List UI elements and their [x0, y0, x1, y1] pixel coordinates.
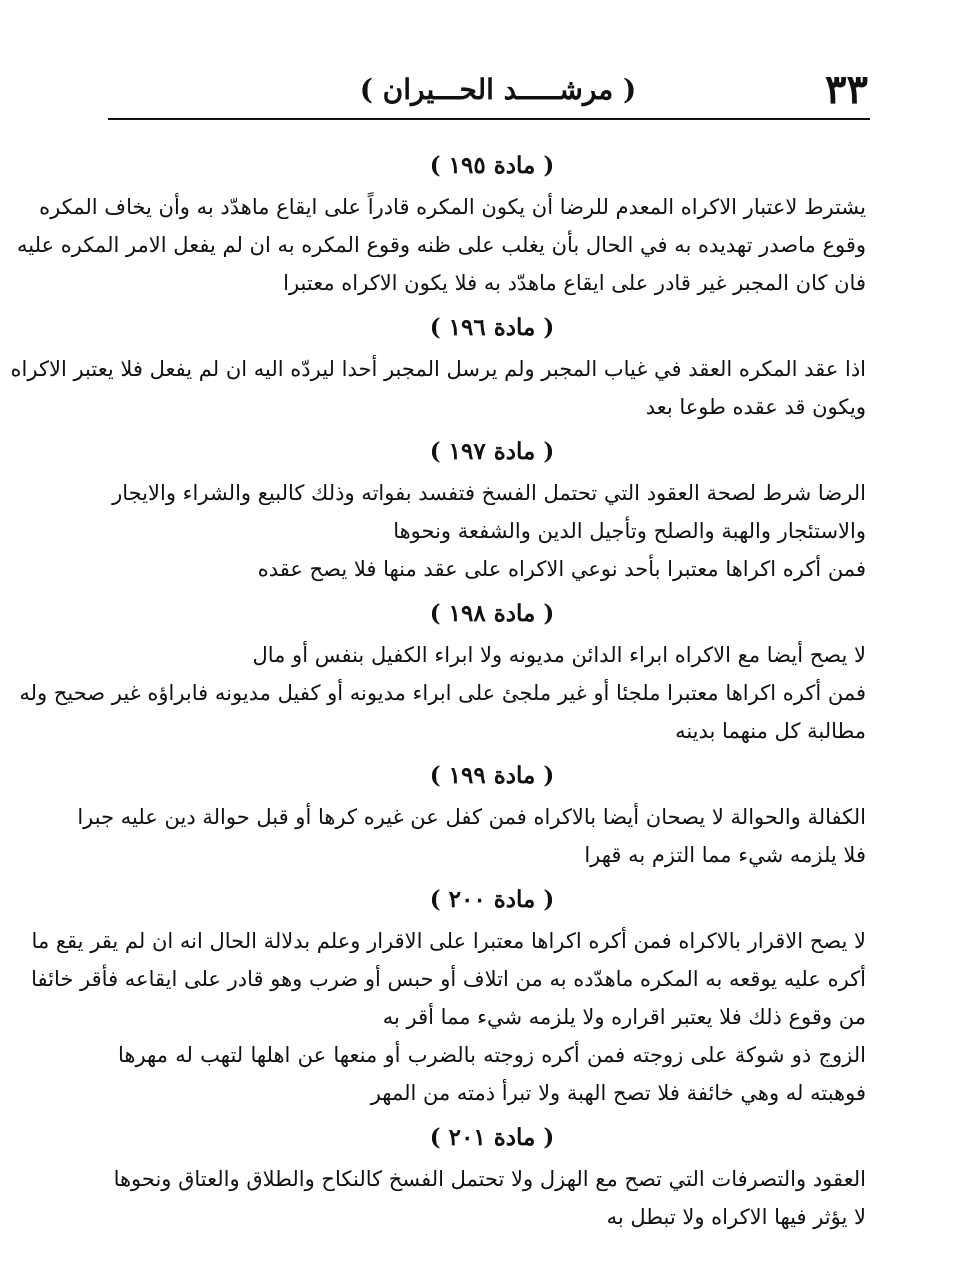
article-text-line: من وقوع ذلك فلا يعتبر اقراره ولا يلزمه شيء مما أقر به [382, 1005, 866, 1029]
article-text-line: فمن أكره اكراها معتبرا ملجئا أو غير ملجئ على ابراء مديونه أو كفيل مديونه فابراؤه غير صحيح وله [19, 681, 866, 705]
article-heading: ( مادة ١٩٦ ) [429, 314, 555, 341]
article-text-line: والاستئجار والهبة والصلح وتأجيل الدين والشفعة ونحوها [393, 519, 866, 543]
article-text-line: لا يؤثر فيها الاكراه ولا تبطل به [606, 1205, 866, 1229]
article-text-line: أكره عليه يوقعه به المكره ماهدّده به من اتلاف أو حبس أو ضرب وهو قادر على ايقاعه فأقر خائفا [31, 967, 866, 991]
article-heading: ( مادة ١٩٥ ) [429, 152, 555, 179]
article-text-line: ويكون قد عقده طوعا بعد [645, 395, 866, 419]
article-text-line: العقود والتصرفات التي تصح مع الهزل ولا تحتمل الفسخ كالنكاح والطلاق والعتاق ونحوها [113, 1167, 866, 1191]
article-heading: ( مادة ٢٠١ ) [429, 1124, 555, 1151]
running-title: ( مرشـــــد الحـــيران ) [359, 73, 637, 106]
article-text-line: فلا يلزمه شيء مما التزم به قهرا [584, 843, 866, 867]
page-number: ٣٣ [825, 66, 868, 113]
page-header [108, 62, 868, 118]
article-196 [10, 306, 866, 426]
header-rule [108, 118, 870, 120]
article-text-line: فوهبته له وهي خائفة فلا تصح الهبة ولا تبرأ ذمته من المهر [370, 1081, 866, 1105]
article-text-line: الرضا شرط لصحة العقود التي تحتمل الفسخ فتفسد بفواته وذلك كالبيع والشراء والايجار [112, 481, 866, 505]
article-text-line: لا يصح الاقرار بالاكراه فمن أكره اكراها معتبرا على الاقرار وعلم بدلالة الحال انه ان لم يقر يقع ما [31, 929, 866, 953]
article-200 [31, 878, 866, 1112]
article-text-line: مطالبة كل منهما بدينه [675, 719, 866, 743]
article-heading: ( مادة ١٩٧ ) [429, 438, 555, 465]
article-201 [113, 1116, 866, 1236]
article-text-line: يشترط لاعتبار الاكراه المعدم للرضا أن يكون المكره قادراً على ايقاع ماهدّد به وأن يخاف المكره [39, 195, 866, 219]
article-text-line: فان كان المجبر غير قادر على ايقاع ماهدّد به فلا يكون الاكراه معتبرا [283, 271, 866, 295]
article-text-line: لا يصح أيضا مع الاكراه ابراء الدائن مديونه ولا ابراء الكفيل بنفس أو مال [252, 643, 866, 667]
article-199 [77, 754, 866, 874]
article-text-line: اذا عقد المكره العقد في غياب المجبر ولم يرسل المجبر أحدا ليردّه اليه ان لم يفعل فلا يعتبر الاكراه [10, 357, 866, 381]
article-195 [16, 144, 866, 302]
article-heading: ( مادة ١٩٨ ) [429, 600, 555, 627]
article-198 [19, 592, 866, 750]
article-heading: ( مادة ٢٠٠ ) [429, 886, 555, 913]
article-heading: ( مادة ١٩٩ ) [429, 762, 555, 789]
article-text-line: فمن أكره اكراها معتبرا بأحد نوعي الاكراه على عقد منها فلا يصح عقده [257, 557, 866, 581]
article-text-line: الزوج ذو شوكة على زوجته فمن أكره زوجته بالضرب أو منعها عن اهلها لتهب له مهرها [118, 1043, 866, 1067]
page-body [10, 140, 866, 1236]
article-text-line: الكفالة والحوالة لا يصحان أيضا بالاكراه فمن كفل عن غيره كرها أو قبل حوالة دين عليه جبرا [77, 805, 866, 829]
article-197 [112, 430, 866, 588]
article-text-line: وقوع ماصدر تهديده به في الحال بأن يغلب على ظنه وقوع المكره به ان لم يفعل الامر المكره عليه [16, 233, 866, 257]
